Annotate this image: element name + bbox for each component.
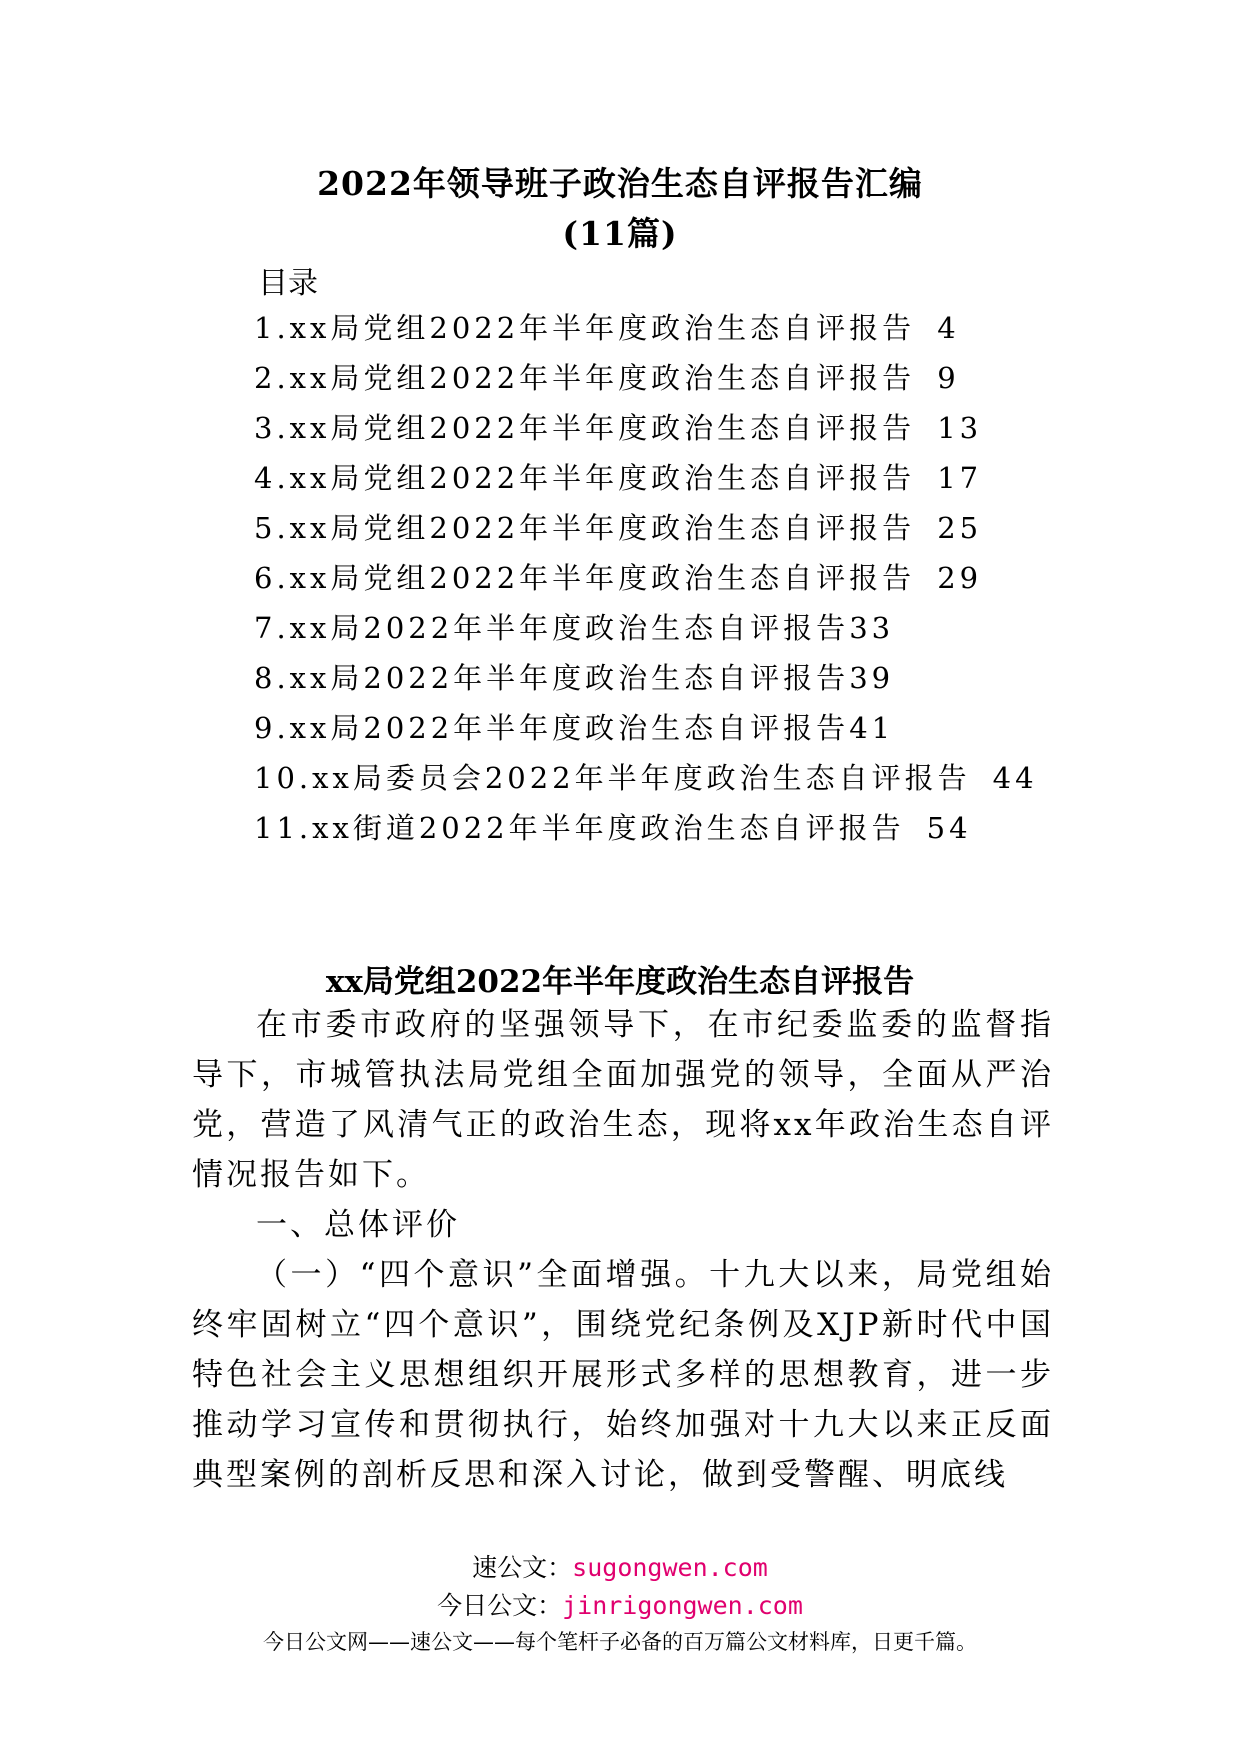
toc-item[interactable]	[254, 308, 1038, 358]
toc-item-label: 3.xx局党组2022年半年度政治生态自评报告	[254, 411, 916, 445]
toc-item-page: 9	[937, 361, 960, 395]
toc-item-label: 1.xx局党组2022年半年度政治生态自评报告	[254, 311, 916, 345]
footer-line-jinrigongwen	[0, 1586, 1240, 1622]
table-of-contents	[254, 308, 1038, 858]
toc-item-page: 41	[849, 711, 895, 745]
body-paragraph: 在市委市政府的坚强领导下，在市纪委监委的监督指导下，市城管执法局党组全面加强党的领导，全面从严治党，营造了风清气正的政治生态，现将xx年政治生态自评情况报告如下。	[192, 1007, 1054, 1193]
toc-item-page: 39	[849, 661, 895, 695]
toc-item-page: 17	[937, 461, 983, 495]
toc-item[interactable]	[254, 508, 1038, 558]
toc-item-label: 6.xx局党组2022年半年度政治生态自评报告	[254, 561, 916, 595]
toc-item[interactable]	[254, 808, 1038, 858]
toc-item-label: 9.xx局2022年半年度政治生态自评报告	[254, 711, 850, 745]
toc-heading: 目录	[258, 266, 318, 301]
toc-item-page: 25	[937, 511, 983, 545]
toc-item[interactable]	[254, 558, 1038, 608]
toc-item[interactable]	[254, 408, 1038, 458]
footer-tagline: 今日公文网——速公文——每个笔杆子必备的百万篇公文材料库，日更千篇。	[263, 1630, 977, 1654]
section-title: xx局党组2022年半年度政治生态自评报告	[325, 964, 915, 1000]
footer-label: 速公文：	[472, 1553, 573, 1582]
toc-item-label: 7.xx局2022年半年度政治生态自评报告	[254, 611, 850, 645]
document-subtitle: (11篇)	[562, 214, 678, 253]
toc-item-label: 2.xx局党组2022年半年度政治生态自评报告	[254, 361, 916, 395]
footer-label: 今日公文：	[437, 1591, 563, 1620]
body-paragraph: （一）“四个意识”全面增强。十九大以来，局党组始终牢固树立“四个意识”，围绕党纪条例及XJP新时代中国特色社会主义思想组织开展形式多样的思想教育，进一步推动学习宣传和贯彻执行，始终加强对十九大以来正反面典型案例的剖析反思和深入讨论，做到受警醒、明底线	[192, 1257, 1054, 1493]
toc-item-page: 44	[992, 761, 1038, 795]
toc-item-page: 33	[849, 611, 895, 645]
footer-line-sugongwen	[0, 1548, 1240, 1584]
toc-item[interactable]	[254, 758, 1038, 808]
document-title: 2022年领导班子政治生态自评报告汇编	[317, 164, 923, 203]
toc-item-page: 4	[937, 311, 960, 345]
footer-link-sugongwen[interactable]: sugongwen.com	[572, 1553, 768, 1582]
toc-item-label: 8.xx局2022年半年度政治生态自评报告	[254, 661, 850, 695]
footer-link-jinrigongwen[interactable]: jinrigongwen.com	[562, 1591, 803, 1620]
toc-item-label: 5.xx局党组2022年半年度政治生态自评报告	[254, 511, 916, 545]
toc-item[interactable]	[254, 358, 1038, 408]
toc-item-page: 29	[937, 561, 983, 595]
toc-item-page: 54	[926, 811, 972, 845]
toc-item-label: 11.xx街道2022年半年度政治生态自评报告	[254, 811, 905, 845]
toc-item-label: 10.xx局委员会2022年半年度政治生态自评报告	[254, 761, 971, 795]
toc-item-page: 13	[937, 411, 983, 445]
toc-item[interactable]	[254, 458, 1038, 508]
toc-item[interactable]	[254, 608, 1038, 658]
toc-item[interactable]	[254, 708, 1038, 758]
toc-item[interactable]	[254, 658, 1038, 708]
toc-item-label: 4.xx局党组2022年半年度政治生态自评报告	[254, 461, 916, 495]
section-heading: 一、总体评价	[256, 1207, 460, 1243]
